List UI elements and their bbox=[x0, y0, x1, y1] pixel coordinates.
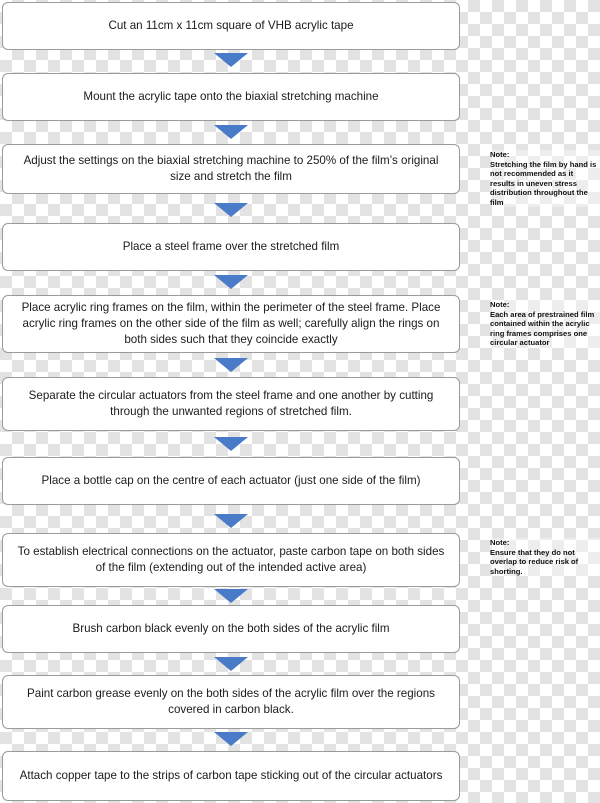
down-arrow-icon bbox=[214, 275, 248, 289]
down-arrow-icon bbox=[214, 125, 248, 139]
flow-step-2: Mount the acrylic tape onto the biaxial stretching machine bbox=[2, 73, 460, 121]
flow-step-4: Place a steel frame over the stretched film bbox=[2, 223, 460, 271]
note-title: Note: bbox=[490, 150, 510, 159]
down-arrow-icon bbox=[214, 514, 248, 528]
down-arrow-icon bbox=[214, 358, 248, 372]
down-arrow-icon bbox=[214, 53, 248, 67]
flow-step-5: Place acrylic ring frames on the film, within the perimeter of the steel frame. Place acrylic ring frames on the other side of the film as well; carefully align the rings on both sides such that they coincide exactly bbox=[2, 295, 460, 353]
down-arrow-icon bbox=[214, 589, 248, 603]
note-text: Each area of prestrained film contained within the acrylic ring frames comprises one circular actuator bbox=[490, 309, 595, 347]
flow-step-8: To establish electrical connections on the actuator, paste carbon tape on both sides of the film (extending out of the intended active area) bbox=[2, 533, 460, 587]
down-arrow-icon bbox=[214, 657, 248, 671]
down-arrow-icon bbox=[214, 732, 248, 746]
flow-step-6: Separate the circular actuators from the steel frame and one another by cutting through the unwanted regions of stretched film. bbox=[2, 377, 460, 431]
flow-step-10: Paint carbon grease evenly on the both sides of the acrylic film over the regions covered in carbon black. bbox=[2, 675, 460, 729]
flow-step-9: Brush carbon black evenly on the both sides of the acrylic film bbox=[2, 605, 460, 653]
flow-step-3: Adjust the settings on the biaxial stretching machine to 250% of the film’s original size and stretch the film bbox=[2, 144, 460, 194]
note-actuator bbox=[490, 300, 600, 348]
flow-step-11: Attach copper tape to the strips of carbon tape sticking out of the circular actuators bbox=[2, 751, 460, 801]
down-arrow-icon bbox=[214, 203, 248, 217]
note-text: Stretching the film by hand is not recommended as it results in uneven stress distribution throughout the film bbox=[490, 159, 597, 207]
note-stretching bbox=[490, 150, 600, 207]
down-arrow-icon bbox=[214, 437, 248, 451]
note-text: Ensure that they do not overlap to reduce risk of shorting. bbox=[490, 547, 579, 576]
note-overlap bbox=[490, 538, 600, 576]
note-title: Note: bbox=[490, 538, 510, 547]
note-title: Note: bbox=[490, 300, 510, 309]
flow-step-7: Place a bottle cap on the centre of each actuator (just one side of the film) bbox=[2, 457, 460, 505]
flow-step-1: Cut an 11cm x 11cm square of VHB acrylic tape bbox=[2, 2, 460, 50]
